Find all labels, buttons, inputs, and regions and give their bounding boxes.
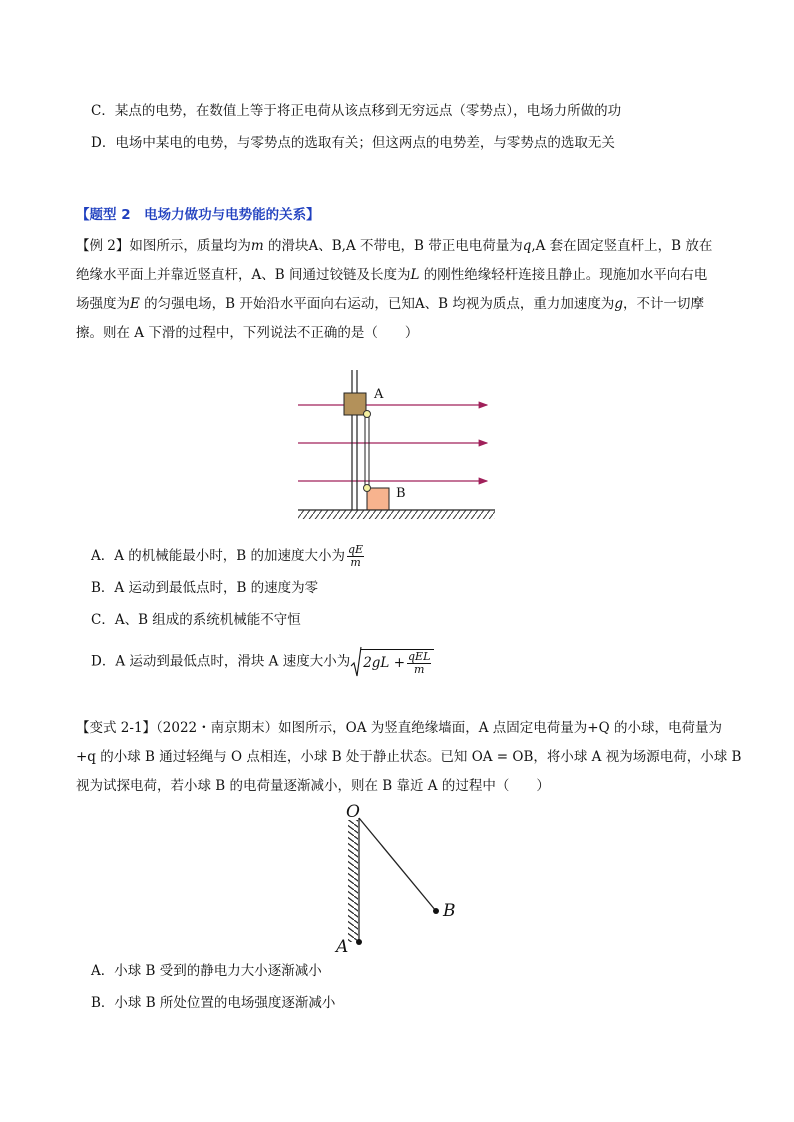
example-2-option-b: B．A 运动到最低点时，B 的速度为零 — [91, 580, 319, 596]
figure-label-a: A — [374, 387, 384, 402]
example-2-line-1: 如图所示，质量均为𝑚 的滑块A、B,A 不带电，B 带正电电荷量为𝑞,A 套在固定竖直杆上，B 放在 — [129, 238, 713, 254]
option-d-fraction — [407, 651, 431, 676]
example-2-option-d — [91, 646, 434, 678]
variant-line-3: 视为试探电荷，若小球 B 的电荷量逐渐减小，则在 B 靠近 A 的过程中（ ） — [76, 778, 550, 794]
figure-label-b: B — [443, 901, 456, 921]
ball-b — [433, 908, 439, 914]
example-2-label: 【例 2】 — [76, 238, 130, 254]
fraction-denominator: m — [413, 662, 425, 676]
ground-hatch — [298, 510, 495, 519]
example-2-line-4: 擦。则在 A 下滑的过程中，下列说法不正确的是（ ） — [76, 325, 419, 341]
fraction-numerator: qEL — [408, 649, 431, 663]
hinge-top — [364, 411, 371, 418]
hinge-bottom — [364, 485, 371, 492]
variant-option-b: B．小球 B 所处位置的电场强度逐渐减小 — [91, 995, 336, 1011]
figure-label-o: O — [346, 802, 360, 822]
prev-option-d: D．电场中某电的电势，与零势点的选取有关；但这两点的电势差，与零势点的选取无关 — [91, 135, 615, 151]
option-d-text: D．A 运动到最低点时，滑块 A 速度大小为 — [91, 653, 351, 670]
block-a — [344, 393, 366, 415]
wall-hatch — [348, 820, 358, 942]
variant-line-1: （2022・南京期末）如图所示，OA 为竖直绝缘墙面，A 点固定电荷量为+Q 的小球，电荷量为 — [156, 720, 722, 736]
example-2-figure — [295, 370, 500, 525]
variant-label: 【变式 2-1】 — [76, 720, 157, 736]
string-ob — [359, 818, 436, 911]
variant-2-1-stem — [76, 714, 742, 801]
fraction-denominator: m — [350, 556, 361, 569]
fraction-numerator: qE — [348, 543, 364, 556]
section-title: 【题型 2 电场力做功与电势能的关系】 — [76, 207, 320, 223]
radical-term: 2gL + — [363, 654, 406, 671]
figure-label-a: A — [336, 937, 349, 955]
example-2-line-2: 绝缘水平面上并靠近竖直杆，A、B 间通过铰链及长度为𝐿 的刚性绝缘轻杆连接且静止。现施加水平向右电 — [76, 267, 708, 283]
example-2-line-3: 场强度为𝐸 的匀强电场，B 开始沿水平面向右运动，已知A、B 均视为质点，重力加速度为𝑔，不计一切摩 — [76, 296, 704, 312]
figure-label-b: B — [396, 486, 406, 501]
prev-option-c: C．某点的电势，在数值上等于将正电荷从该点移到无穷远点（零势点），电场力所做的功 — [91, 103, 622, 119]
block-b — [367, 488, 389, 510]
option-a-text: A．A 的机械能最小时，B 的加速度大小为 — [91, 548, 346, 564]
variant-line-2: +q 的小球 B 通过轻绳与 O 点相连，小球 B 处于静止状态。已知 OA = OB，将小球 A 视为场源电荷，小球 B — [76, 749, 742, 765]
option-a-fraction — [347, 544, 364, 569]
example-2-option-c: C．A、B 组成的系统机械能不守恒 — [91, 612, 301, 628]
ball-a — [356, 939, 362, 945]
example-2-option-a — [91, 544, 364, 569]
example-2-stem — [76, 232, 726, 348]
variant-figure — [330, 800, 470, 955]
option-d-radical — [350, 646, 434, 678]
variant-option-a: A．小球 B 受到的静电力大小逐渐减小 — [91, 963, 322, 979]
